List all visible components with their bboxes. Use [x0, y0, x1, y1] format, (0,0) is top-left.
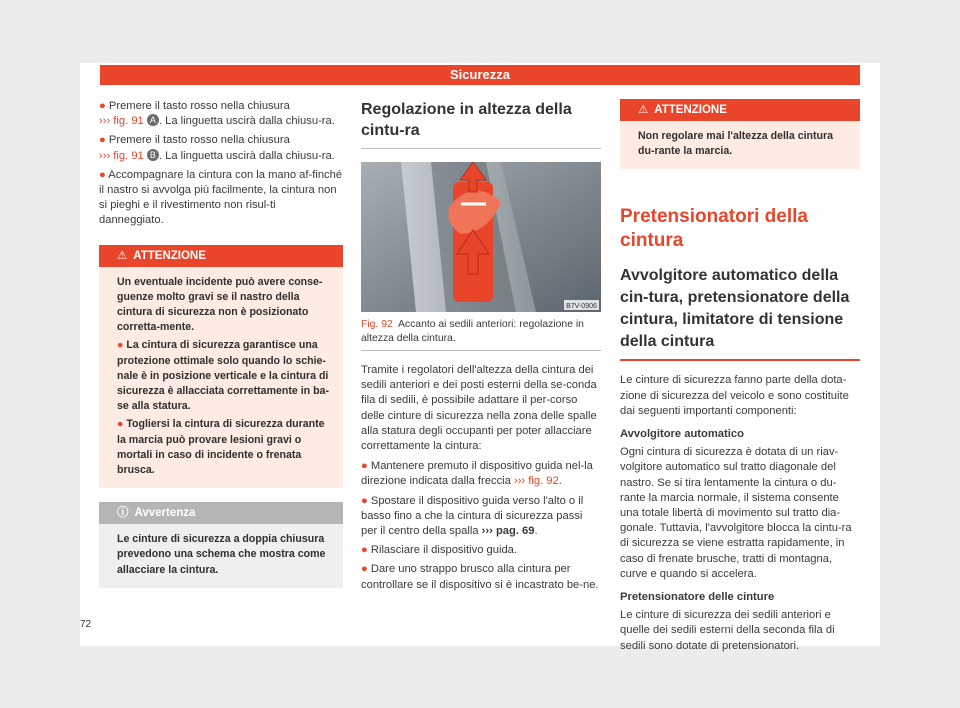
bullet-icon: ● [99, 168, 106, 181]
paragraph: Le cinture di sicurezza dei sedili anteriori e quelle dei sedili esterni della seconda fila di sedili sono dotate di pretensionatori. [620, 609, 835, 652]
callout-b-badge: B [147, 149, 159, 161]
figure-caption: Fig. 92 Accanto ai sedili anteriori: regolazione in altezza della cintura. [361, 319, 584, 344]
list-item: ● Mantenere premuto il dispositivo guida nel-la direzione indicata dalla freccia ››› fig. 92. [361, 460, 593, 488]
middle-column [361, 99, 601, 593]
divider [361, 350, 601, 351]
figure-link[interactable]: ››› fig. 91 [99, 115, 144, 128]
paragraph-heading: Avvolgitore automatico [620, 428, 744, 441]
belt-adjuster-illustration [361, 162, 601, 312]
figure-link[interactable]: ››› fig. 91 [99, 149, 144, 162]
warning-box [620, 99, 860, 169]
page-link[interactable]: ››› pag. 69 [481, 525, 535, 538]
figure-link[interactable]: ››› fig. 92 [513, 475, 559, 488]
section-heading: Regolazione in altezza della cintu-ra [361, 101, 572, 139]
left-column [99, 99, 343, 588]
warning-intro: Un eventuale incidente può avere conse-guenze molto gravi se il nastro della cintura di sicurezza non è posizionato corretta-mente. [117, 275, 323, 334]
warning-point: ● La cintura di sicurezza garantisce una protezione ottimale solo quando lo schie-nale è in posizione verticale e la cintura di sicurezza è allacciata correttamente in ba-se alla statura. [117, 339, 329, 413]
paragraph: Ogni cintura di sicurezza è dotata di un riav-volgitore automatico sul tratto diagonale del nastro. Se si tira lentamente la cintura o du-rante la marcia normale, il sistema consente una totale libertà di movimento sul tratto dia-gonale. Tuttavia, l'avvolgitore blocca la cintu-ra di sicurezza se viene estratta rapidamente, in caso di frenate brusche, tratti di montagna, curve e quando si accelera. [620, 446, 852, 580]
bullet-icon: ● [361, 563, 368, 576]
callout-a-badge: A [147, 114, 159, 126]
bullet-icon: ● [99, 100, 106, 112]
intro-paragraph: Le cinture di sicurezza fanno parte della dota-zione di sicurezza del veicolo e sono costituite dai seguenti importanti componenti: [620, 374, 849, 417]
section-title: Pretensionatori della cintura [620, 206, 808, 252]
page-number: 72 [80, 619, 92, 630]
note-body: Le cinture di sicurezza a doppia chiusura prevedono una schema che mostra come allacciare la cintura. [117, 533, 326, 576]
divider [620, 359, 860, 361]
bullet-icon: ● [117, 339, 124, 352]
list-item: ● Rilasciare il dispositivo guida. [361, 544, 518, 557]
warning-header: ⚠ ATTENZIONE [99, 245, 343, 267]
note-box [99, 502, 343, 588]
warning-box [99, 245, 343, 489]
intro-paragraph: Tramite i regolatori dell'altezza della cintura dei sedili anteriori e dei posti esterni della se-conda fila di sedili, è possibile adattare il per-corso delle cinture di sicurezza nella zona delle spalle alla statura degli occupanti per poter allacciare correttamente la cintura: [361, 364, 597, 453]
list-item: ● Premere il tasto rosso nella chiusura ››› fig. 91 A . La linguetta uscirà dalla chiusu-ra. [99, 100, 335, 128]
list-item: ● Accompagnare la cintura con la mano af-finché il nastro si avvolga più facilmente, la cintura non si pieghi e il rivestimento non risul-ti danneggiato. [99, 168, 343, 227]
bullet-icon: ● [361, 544, 368, 557]
warning-body [99, 267, 343, 489]
bullet-icon: ● [361, 460, 368, 473]
page-header: Sicurezza [100, 65, 860, 85]
warning-point: ● Togliersi la cintura di sicurezza durante la marcia può provare lesioni gravi o mortali in caso di incidente o frenata brusca. [117, 418, 325, 477]
belt-height-figure [361, 162, 601, 312]
bullet-icon: ● [361, 494, 368, 507]
bullet-icon: ● [99, 134, 106, 147]
bullet-icon: ● [117, 418, 124, 431]
list-item: ● Dare uno strappo brusco alla cintura per controllare se il dispositivo si è incastrato be-ne. [361, 563, 599, 591]
figure-code: B7V-0906 [566, 303, 597, 310]
note-header: ⓘ Avvertenza [99, 502, 343, 524]
right-column [620, 99, 860, 654]
warning-body: Non regolare mai l'altezza della cintura du-rante la marcia. [638, 130, 834, 158]
divider [361, 148, 601, 149]
warning-triangle-icon: ⚠ [638, 104, 649, 116]
list-item: ● Premere il tasto rosso nella chiusura ››› fig. 91 B . La linguetta uscirà dalla chiusu-ra. [99, 134, 335, 162]
list-item: ● Spostare il dispositivo guida verso l'alto o il basso fino a che la cintura di sicurezza passi per il centro della spalla ››› pag. 69. [361, 494, 584, 538]
paragraph-heading: Pretensionatore delle cinture [620, 591, 775, 604]
info-icon: ⓘ [117, 507, 129, 520]
warning-header: ⚠ ATTENZIONE [620, 99, 860, 121]
subsection-title: Avvolgitore automatico della cin-tura, pretensionatore della cintura, limitatore di tensione della cintura [620, 267, 850, 351]
warning-triangle-icon: ⚠ [117, 249, 128, 262]
